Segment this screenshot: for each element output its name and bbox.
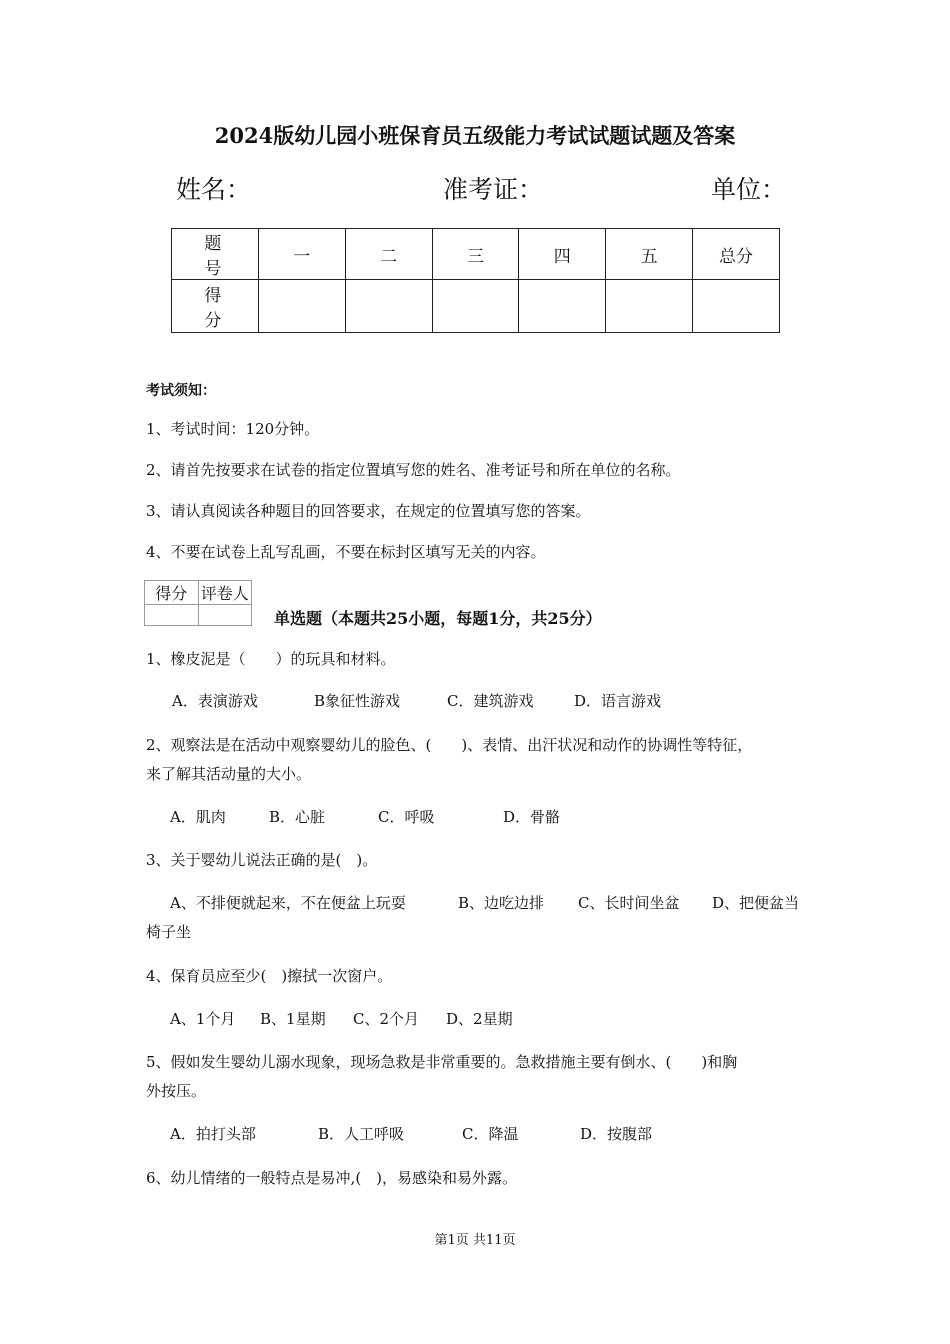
score-header-4: 四 bbox=[519, 229, 606, 280]
grader-reviewer-label: 评卷人 bbox=[198, 581, 252, 605]
question-6-stem: 6、幼儿情绪的一般特点是易冲,( )，易感染和易外露。 bbox=[146, 1169, 518, 1187]
score-header-3: 三 bbox=[432, 229, 519, 280]
score-cell-3[interactable] bbox=[432, 280, 519, 333]
question-3-option-a: A、不排便就起来，不在便盆上玩耍 bbox=[170, 894, 406, 912]
document-title: 2024版幼儿园小班保育员五级能力考试试题试题及答案 bbox=[214, 123, 736, 148]
question-5-stem-line2: 外按压。 bbox=[146, 1082, 207, 1100]
question-1-option-d: D．语言游戏 bbox=[574, 692, 662, 710]
question-4-stem: 4、保育员应至少( )擦拭一次窗户。 bbox=[146, 967, 393, 985]
score-cell-2[interactable] bbox=[345, 280, 432, 333]
question-3-stem: 3、关于婴幼儿说法正确的是( )。 bbox=[146, 851, 378, 869]
score-header-label: 题 号 bbox=[172, 229, 259, 280]
score-row-label: 得 分 bbox=[172, 280, 259, 333]
notice-item-1: 1、考试时间：120分钟。 bbox=[146, 420, 320, 438]
question-1-option-a: A．表演游戏 bbox=[172, 692, 258, 710]
unit-label: 单位： bbox=[711, 175, 787, 204]
question-4-option-a: A、1个月 bbox=[170, 1010, 236, 1028]
question-2-option-c: C．呼吸 bbox=[378, 808, 435, 826]
question-5-option-c: C．降温 bbox=[462, 1125, 519, 1143]
grader-score-label: 得分 bbox=[145, 581, 199, 605]
question-4-option-b: B、1星期 bbox=[260, 1010, 326, 1028]
question-5-stem-line1: 5、假如发生婴幼儿溺水现象，现场急救是非常重要的。急救措施主要有倒水、( )和胸 bbox=[146, 1053, 738, 1071]
question-3-option-d-cont: 椅子坐 bbox=[146, 923, 192, 941]
question-5-option-b: B．人工呼吸 bbox=[318, 1125, 405, 1143]
score-cell-5[interactable] bbox=[606, 280, 693, 333]
grader-score-cell[interactable] bbox=[145, 605, 199, 626]
page-footer: 第1页 共11页 bbox=[434, 1233, 516, 1248]
question-2-option-b: B．心脏 bbox=[269, 808, 326, 826]
question-2-option-d: D．骨骼 bbox=[503, 808, 561, 826]
notice-item-3: 3、请认真阅读各种题目的回答要求，在规定的位置填写您的答案。 bbox=[146, 502, 591, 520]
question-2-stem-line1: 2、观察法是在活动中观察婴幼儿的脸色、( )、表情、出汗状况和动作的协调性等特征， bbox=[146, 736, 753, 754]
notice-item-4: 4、不要在试卷上乱写乱画，不要在标封区填写无关的内容。 bbox=[146, 543, 546, 561]
question-1-stem: 1、橡皮泥是（ ）的玩具和材料。 bbox=[146, 650, 396, 668]
section-title: 单选题（本题共25小题，每题1分，共25分） bbox=[274, 609, 602, 628]
question-1-option-c: C．建筑游戏 bbox=[447, 692, 534, 710]
score-header-2: 二 bbox=[345, 229, 432, 280]
name-label: 姓名： bbox=[176, 175, 252, 204]
score-cell-4[interactable] bbox=[519, 280, 606, 333]
question-1-option-b: B象征性游戏 bbox=[314, 692, 401, 710]
score-header-total: 总分 bbox=[693, 229, 780, 280]
question-4-option-d: D、2星期 bbox=[446, 1010, 513, 1028]
score-header-5: 五 bbox=[606, 229, 693, 280]
question-2-stem-line2: 来了解其活动量的大小。 bbox=[146, 765, 312, 783]
question-5-option-a: A．拍打头部 bbox=[170, 1125, 256, 1143]
score-table bbox=[171, 228, 780, 333]
notice-item-2: 2、请首先按要求在试卷的指定位置填写您的姓名、准考证号和所在单位的名称。 bbox=[146, 461, 681, 479]
notice-heading: 考试须知： bbox=[146, 383, 216, 399]
score-cell-total[interactable] bbox=[693, 280, 780, 333]
score-header-1: 一 bbox=[258, 229, 345, 280]
question-2-option-a: A．肌肉 bbox=[170, 808, 226, 826]
exam-id-label: 准考证： bbox=[443, 175, 544, 204]
question-5-option-d: D．按腹部 bbox=[580, 1125, 653, 1143]
question-3-option-d: D、把便盆当 bbox=[712, 894, 800, 912]
question-3-option-b: B、边吃边排 bbox=[458, 894, 545, 912]
question-4-option-c: C、2个月 bbox=[353, 1010, 420, 1028]
grader-box bbox=[144, 580, 252, 626]
question-3-option-c: C、长时间坐盆 bbox=[578, 894, 680, 912]
grader-reviewer-cell[interactable] bbox=[198, 605, 252, 626]
